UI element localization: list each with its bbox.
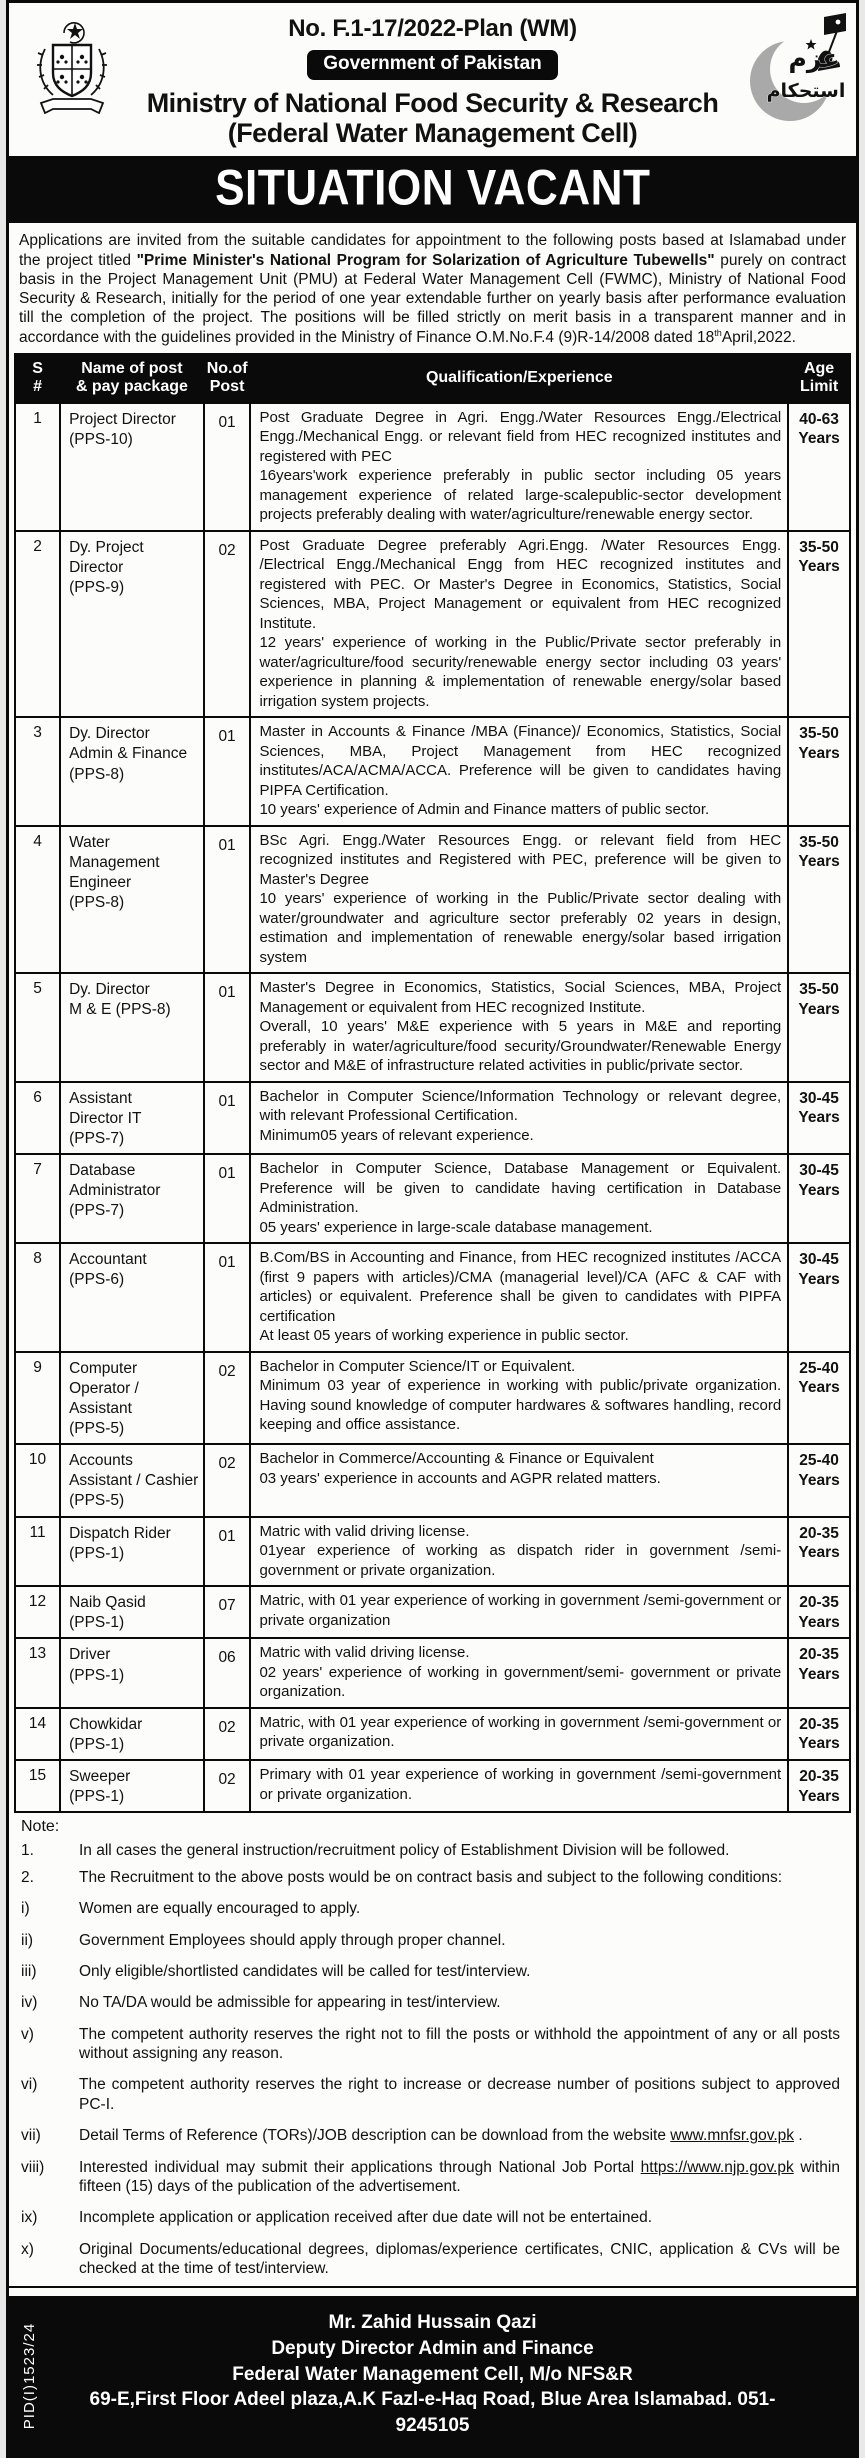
table-row: [15, 1154, 850, 1243]
row-age-limit: [788, 1517, 850, 1587]
table-row: [15, 973, 850, 1082]
qualification-paragraph: BSc Agri. Engg./Water Resources Engg. or relevant field from HEC recognized institutes and Registered with PEC, preference will be given to Master's Degree: [259, 831, 782, 888]
note-text: [79, 2126, 844, 2145]
note-label: ii): [21, 1931, 34, 1949]
note-text: [79, 2158, 844, 2197]
row-age-limit: [788, 973, 850, 1082]
post-name-line: (PPS-5): [69, 1420, 125, 1438]
note-item: [21, 2240, 844, 2279]
table-row: [15, 1517, 850, 1587]
col-header-age: Age Limit: [788, 354, 850, 403]
age-limit-line: 35-50: [799, 538, 839, 556]
note-label: i): [21, 1900, 30, 1918]
post-name-line: Sweeper: [69, 1768, 131, 1786]
table-row: [15, 1082, 850, 1154]
qualification-paragraph: 05 years' experience in large-scale database management.: [259, 1218, 653, 1236]
row-post-name: [60, 1243, 204, 1352]
logo-urdu-top: عزم: [788, 44, 840, 73]
note-item: [21, 2025, 844, 2064]
table-row: [15, 1708, 850, 1760]
note-label: iii): [21, 1962, 37, 1980]
note-text: Original Documents/educational degrees, diplomas/experience certificates, CNIC, application & CVs will be checked at the time of test/interview.: [79, 2240, 840, 2278]
age-limit-line: Years: [798, 1735, 840, 1753]
qualification-paragraph: At least 05 years of working experience in public sector.: [259, 1327, 629, 1345]
row-age-limit: [788, 1760, 850, 1812]
post-name-line: Project Director: [69, 410, 176, 428]
note-item: [21, 2075, 844, 2114]
age-limit-line: 20-35: [799, 1646, 839, 1664]
row-qualification: [250, 531, 788, 718]
note-item: [21, 2208, 844, 2227]
note-text: In all cases the general instruction/recruitment policy of Establishment Division will be followed.: [79, 1842, 730, 1860]
qualification-paragraph: Matric, with 01 year experience of working in government /semi-government or private organization.: [259, 1713, 782, 1751]
qualification-paragraph: Master's Degree in Economics, Statistics, Social Sciences, MBA, Project Management or equivalent from HEC recognized Institute.: [259, 979, 782, 1016]
post-name-line: (PPS-7): [69, 1130, 125, 1147]
age-limit-line: 25-40: [799, 1452, 839, 1470]
table-row: [15, 403, 850, 531]
age-limit-line: Years: [798, 1181, 840, 1199]
row-post-count: 01: [204, 1243, 251, 1352]
post-name-line: (PPS-8): [69, 765, 125, 783]
table-row: [15, 1638, 850, 1708]
age-limit-line: Years: [798, 1379, 840, 1397]
qualification-paragraph: 10 years' experience of Admin and Finance matters of public sector.: [259, 801, 710, 819]
row-qualification: [250, 717, 788, 826]
footer-divider: [9, 2286, 856, 2296]
note-text: Only eligible/shortlisted candidates will be called for test/interview.: [79, 1962, 531, 1980]
row-post-name: [60, 1082, 204, 1154]
age-limit-line: Years: [798, 1270, 840, 1288]
row-post-name: [60, 1352, 204, 1445]
row-post-count: 02: [204, 1352, 251, 1445]
row-post-count: 02: [204, 1444, 251, 1516]
post-name-line: Dispatch Rider: [69, 1524, 171, 1542]
note-text: Women are equally encouraged to apply.: [79, 1900, 361, 1918]
age-limit-line: 20-35: [799, 1524, 839, 1542]
situation-vacant-banner: [9, 156, 856, 223]
post-name-line: Accounts: [69, 1452, 133, 1470]
note-label: viii): [21, 2158, 45, 2176]
row-serial: 5: [15, 973, 60, 1082]
note-label: v): [21, 2025, 34, 2043]
row-age-limit: [788, 1082, 850, 1154]
row-post-name: [60, 1517, 204, 1587]
row-post-count: 07: [204, 1586, 251, 1638]
qualification-paragraph: 16years'work experience preferably in public sector including 05 years management experience of related large-scalepublic-sector development projects preferably dealing with water/agriculture/renewable energy sector.: [259, 467, 782, 524]
age-limit-line: 35-50: [799, 981, 839, 999]
banner-text: SITUATION VACANT: [214, 159, 651, 216]
note-text-pre: Interested individual may submit their applications through National Job Portal: [79, 2158, 641, 2176]
qualification-paragraph: B.Com/BS in Accounting and Finance, from HEC recognized institutes /ACCA (first 9 papers with articles)/CMA (managerial level)/CA (AFC & CAF with articles) or equivalent. Preference shall be given to candidates with PIPFA certification: [259, 1249, 782, 1325]
row-post-name: [60, 717, 204, 826]
note-item: [21, 1868, 844, 1887]
cell-title: (Federal Water Management Cell): [227, 118, 638, 149]
post-name-line: Assistant: [69, 1089, 132, 1107]
row-age-limit: [788, 1243, 850, 1352]
note-label: 2.: [21, 1868, 34, 1886]
row-serial: 13: [15, 1638, 60, 1708]
note-item: [21, 1931, 844, 1950]
qualification-paragraph: Primary with 01 year experience of working in government /semi-government or private organization.: [259, 1766, 782, 1803]
post-name-line: M & E (PPS-8): [69, 1001, 171, 1019]
note-label: iv): [21, 1994, 38, 2012]
azm-istehkam-logo-icon: [748, 7, 848, 154]
row-qualification: [250, 826, 788, 974]
row-age-limit: [788, 531, 850, 718]
post-name-line: (PPS-10): [69, 430, 133, 448]
post-name-line: Driver: [69, 1646, 111, 1664]
qualification-paragraph: Bachelor in Commerce/Accounting & Finance or Equivalent: [259, 1450, 654, 1468]
age-limit-line: Years: [798, 1613, 840, 1631]
note-link[interactable]: https://www.njp.gov.pk: [640, 2158, 794, 2176]
qualification-paragraph: Post Graduate Degree in Agri. Engg./Water Resources Engg./Electrical Engg./Mechanical Engg. or relevant field from HEC recognized institutes and registered with PEC: [259, 408, 782, 465]
age-limit-line: Years: [798, 853, 840, 871]
vacancy-table: [14, 353, 851, 1814]
notes-section: [21, 1817, 844, 2278]
row-qualification: [250, 1708, 788, 1760]
row-post-count: 02: [204, 1760, 251, 1812]
date-superscript: th: [714, 327, 722, 338]
row-post-count: 02: [204, 1708, 251, 1760]
reference-number: No. F.1-17/2022-Plan (WM): [288, 15, 577, 42]
age-limit-line: Years: [798, 1787, 840, 1805]
age-limit-line: 25-40: [799, 1359, 839, 1377]
table-row: [15, 1444, 850, 1516]
table-row: [15, 717, 850, 826]
qualification-paragraph: 01year experience of working as dispatch rider in government /semi-government or private organization.: [259, 1542, 782, 1579]
note-text-post: within fifteen (15) days of the publication of the advertisement.: [79, 2158, 840, 2195]
vacancy-table-body: [15, 403, 850, 1813]
row-post-count: 06: [204, 1638, 251, 1708]
col-header-count: No.of Post: [204, 354, 251, 403]
age-limit-line: Years: [798, 1000, 840, 1018]
age-limit-line: 30-45: [799, 1251, 839, 1269]
row-post-count: 02: [204, 531, 251, 718]
qualification-paragraph: Minimum05 years of relevant experience.: [259, 1126, 534, 1144]
row-post-name: [60, 403, 204, 531]
table-row: [15, 826, 850, 974]
contact-designation: Deputy Director Admin and Finance: [271, 2338, 594, 2360]
note-label: 1.: [21, 1842, 34, 1860]
row-age-limit: [788, 1444, 850, 1516]
row-qualification: [250, 1760, 788, 1812]
row-post-count: 01: [204, 403, 251, 531]
post-name-line: Dy. Project Director: [69, 538, 144, 576]
pakistan-emblem-icon: [31, 19, 113, 128]
row-post-name: [60, 1760, 204, 1812]
row-post-count: 01: [204, 1082, 251, 1154]
note-label: x): [21, 2240, 34, 2258]
row-serial: 7: [15, 1154, 60, 1243]
post-name-line: Admin & Finance: [69, 745, 188, 763]
row-serial: 6: [15, 1082, 60, 1154]
qualification-paragraph: 03 years' experience in accounts and AGPR related matters.: [259, 1469, 661, 1487]
intro-paragraph: [19, 231, 846, 346]
row-post-name: [60, 1586, 204, 1638]
table-header-row: [15, 354, 850, 403]
intro-text: Applications are invited from the suitable candidates for appointment to the following posts based at Islamabad under the project titled: [19, 232, 846, 269]
age-limit-line: Years: [798, 1109, 840, 1127]
post-name-line: (PPS-1): [69, 1614, 125, 1632]
row-qualification: [250, 1243, 788, 1352]
post-name-line: (PPS-7): [69, 1202, 125, 1220]
row-post-name: [60, 1154, 204, 1243]
row-qualification: [250, 1082, 788, 1154]
age-limit-line: Years: [798, 430, 840, 448]
age-limit-line: 35-50: [799, 725, 839, 743]
row-qualification: [250, 1444, 788, 1516]
table-row: [15, 1352, 850, 1445]
table-row: [15, 1243, 850, 1352]
note-label: vii): [21, 2127, 41, 2145]
row-age-limit: [788, 1352, 850, 1445]
row-age-limit: [788, 403, 850, 531]
post-name-line: Operator / Assistant: [69, 1379, 139, 1417]
row-qualification: [250, 973, 788, 1082]
project-title-bold: "Prime Minister's National Program for Solarization of Agriculture Tubewells": [136, 251, 715, 269]
row-serial: 12: [15, 1586, 60, 1638]
post-name-line: (PPS-1): [69, 1736, 125, 1754]
qualification-paragraph: Minimum 03 year of experience in working with public/private organization. Having sound knowledge of computer hardwares & softwares handling, record keeping and office assistance.: [259, 1377, 782, 1434]
logo-urdu-bottom: استحکام: [766, 80, 846, 102]
note-label: ix): [21, 2209, 38, 2227]
row-serial: 11: [15, 1517, 60, 1587]
qualification-paragraph: Overall, 10 years' M&E experience with 5 years in M&E and reporting preferably in water/agriculture/food security/Groundwater/Renewable Energy sector and M&E of infrastructure related activities in public/private sector.: [259, 1018, 782, 1075]
intro-text-2: purely on contract basis in the Project Management Unit (PMU) at Federal Water Management Cell (FWMC), Ministry of National Food Security & Research, initially for the period of one year extendable further on yearly basis after performance evaluation till the completion of the project. The positions will be filled strictly on merit basis in a transparent manner and in accordance with the guidelines provided in the Ministry of Finance O.M.No.F.4 (9)R-14/2008 dated 18: [19, 251, 846, 346]
row-post-count: 01: [204, 1517, 251, 1587]
intro-text-3: April,2022.: [721, 328, 796, 346]
qualification-paragraph: Matric, with 01 year experience of working in government /semi-government or private organization: [259, 1592, 782, 1629]
post-name-line: Dy. Director: [69, 981, 150, 999]
contact-name: Mr. Zahid Hussain Qazi: [328, 2312, 537, 2334]
post-name-line: Director IT: [69, 1109, 142, 1127]
post-name-line: (PPS-8): [69, 894, 125, 912]
advertisement: [6, 0, 859, 2458]
government-badge: Government of Pakistan: [307, 50, 558, 80]
post-name-line: Dy. Director: [69, 725, 150, 743]
row-post-count: 01: [204, 826, 251, 974]
row-post-count: 01: [204, 1154, 251, 1243]
post-name-line: Accountant: [69, 1251, 147, 1269]
row-qualification: [250, 1352, 788, 1445]
note-text: No TA/DA would be admissible for appearing in test/interview.: [79, 1994, 501, 2012]
contact-department: Federal Water Management Cell, M/o NFS&R: [232, 2363, 633, 2385]
qualification-paragraph: 10 years' experience of working in the Public/Private sector dealing with water/groundwater and agriculture sector preferably 02 years in design, estimation and implementation of renewable energy/solar based irrigation system: [259, 890, 782, 966]
note-text-pre: Detail Terms of Reference (TORs)/JOB description can be download from the website: [79, 2127, 671, 2145]
post-name-line: Chowkidar: [69, 1715, 143, 1733]
row-serial: 9: [15, 1352, 60, 1445]
qualification-paragraph: Matric with valid driving license.: [259, 1644, 470, 1662]
note-text-post: .: [794, 2127, 803, 2145]
row-serial: 10: [15, 1444, 60, 1516]
row-post-name: [60, 1444, 204, 1516]
age-limit-line: 20-35: [799, 1715, 839, 1733]
note-item: [21, 1899, 844, 1918]
qualification-paragraph: 12 years' experience of working in the Public/Private sector preferably in water/agriculture/food security/renewable energy sector including 03 years' experience in planning & implementation of renewable energy/solar based irrigation system projects.: [259, 634, 782, 710]
note-text: The competent authority reserves the right not to fill the posts or withhold the appointment of any or all posts without assigning any reason.: [79, 2025, 840, 2063]
age-limit-line: Years: [798, 1471, 840, 1489]
note-item: [21, 2158, 844, 2197]
header: [9, 3, 856, 156]
row-age-limit: [788, 1708, 850, 1760]
row-serial: 2: [15, 531, 60, 718]
row-post-count: 01: [204, 717, 251, 826]
age-limit-line: 40-63: [799, 410, 839, 428]
age-limit-line: 20-35: [799, 1594, 839, 1612]
row-qualification: [250, 1638, 788, 1708]
row-serial: 8: [15, 1243, 60, 1352]
age-limit-line: 30-45: [799, 1162, 839, 1180]
row-post-name: [60, 1708, 204, 1760]
row-qualification: [250, 1517, 788, 1587]
row-serial: 15: [15, 1760, 60, 1812]
age-limit-line: 20-35: [799, 1768, 839, 1786]
row-post-name: [60, 826, 204, 974]
post-name-line: Assistant / Cashier: [69, 1472, 199, 1490]
qualification-paragraph: Bachelor in Computer Science/Information Technology or relevant degree, with relevant Professional Certification.: [259, 1087, 782, 1125]
row-serial: 14: [15, 1708, 60, 1760]
row-age-limit: [788, 717, 850, 826]
post-name-line: Computer: [69, 1359, 138, 1377]
row-post-count: 01: [204, 973, 251, 1082]
note-text: Incomplete application or application received after due date will not be entertained.: [79, 2209, 653, 2227]
row-age-limit: [788, 826, 850, 974]
table-row: [15, 1586, 850, 1638]
post-name-line: Database: [69, 1162, 136, 1180]
row-post-name: [60, 531, 204, 718]
note-item: [21, 2126, 844, 2145]
row-serial: 3: [15, 717, 60, 826]
ministry-title: Ministry of National Food Security & Research: [146, 88, 719, 118]
row-age-limit: [788, 1638, 850, 1708]
row-qualification: [250, 1154, 788, 1243]
col-header-sn: S #: [15, 354, 60, 403]
qualification-paragraph: Post Graduate Degree preferably Agri.Engg. /Water Resources Engg. /Electrical Engg./Mechanical Engg from HEC recognized institutes and registered with PEC. Or Master's Degree in Economics, Statistics, Social Sciences, MBA, Project Management or equivalent from HEC recognized Institute.: [259, 536, 782, 632]
age-limit-line: 35-50: [799, 833, 839, 851]
pid-number: PID(I)1523/24: [21, 2322, 38, 2429]
qualification-paragraph: Matric with valid driving license.: [259, 1522, 470, 1540]
col-header-post: Name of post & pay package: [60, 354, 204, 403]
age-limit-line: 30-45: [799, 1089, 839, 1107]
post-name-line: (PPS-1): [69, 1788, 125, 1806]
note-link[interactable]: www.mnfsr.gov.pk: [670, 2127, 795, 2145]
table-row: [15, 531, 850, 718]
row-qualification: [250, 1586, 788, 1638]
footer: [9, 2296, 856, 2454]
age-limit-line: Years: [798, 1544, 840, 1561]
note-item: [21, 1841, 844, 1860]
post-name-line: (PPS-9): [69, 579, 125, 596]
post-name-line: (PPS-1): [69, 1666, 125, 1684]
post-name-line: Naib Qasid: [69, 1594, 146, 1612]
row-qualification: [250, 403, 788, 531]
age-limit-line: Years: [798, 558, 840, 576]
post-name-line: Water Management: [69, 833, 160, 871]
notes-title: Note:: [21, 1818, 60, 1836]
post-name-line: Engineer: [69, 874, 132, 891]
row-age-limit: [788, 1154, 850, 1243]
qualification-paragraph: 02 years' experience of working in government/semi- government or private organization.: [259, 1663, 782, 1701]
notes-list: [21, 1841, 844, 2278]
note-text: The competent authority reserves the right to increase or decrease number of positions subject to approved PC-I.: [79, 2076, 840, 2113]
row-post-name: [60, 1638, 204, 1708]
row-age-limit: [788, 1586, 850, 1638]
table-row: [15, 1760, 850, 1812]
post-name-line: (PPS-6): [69, 1271, 125, 1289]
qualification-paragraph: Bachelor in Computer Science/IT or Equivalent.: [259, 1357, 576, 1375]
post-name-line: (PPS-5): [69, 1492, 125, 1510]
note-label: vi): [21, 2076, 38, 2094]
row-post-name: [60, 973, 204, 1082]
col-header-qualification: Qualification/Experience: [250, 354, 788, 403]
qualification-paragraph: Master in Accounts & Finance /MBA (Finance)/ Economics, Statistics, Social Sciences, MBA, Project Management from HEC recognized institutes/ACA/ACMA/ACCA. Preference will be given to candidates having PIPFA Certification.: [259, 723, 782, 799]
post-name-line: Administrator: [69, 1182, 161, 1200]
note-item: [21, 1993, 844, 2012]
row-serial: 1: [15, 403, 60, 531]
note-item: [21, 1962, 844, 1981]
note-text: Government Employees should apply through proper channel.: [79, 1931, 506, 1949]
post-name-line: (PPS-1): [69, 1544, 125, 1562]
contact-address: 69-E,First Floor Adeel plaza,A.K Fazl-e-Haq Road, Blue Area Islamabad. 051-9245105: [89, 2389, 776, 2437]
age-limit-line: Years: [798, 1665, 840, 1683]
row-serial: 4: [15, 826, 60, 974]
qualification-paragraph: Bachelor in Computer Science, Database Management or Equivalent. Preference will be given to candidate having certification in Database Administration.: [259, 1160, 782, 1217]
note-text: The Recruitment to the above posts would be on contract basis and subject to the following conditions:: [79, 1868, 783, 1886]
age-limit-line: Years: [798, 744, 840, 762]
